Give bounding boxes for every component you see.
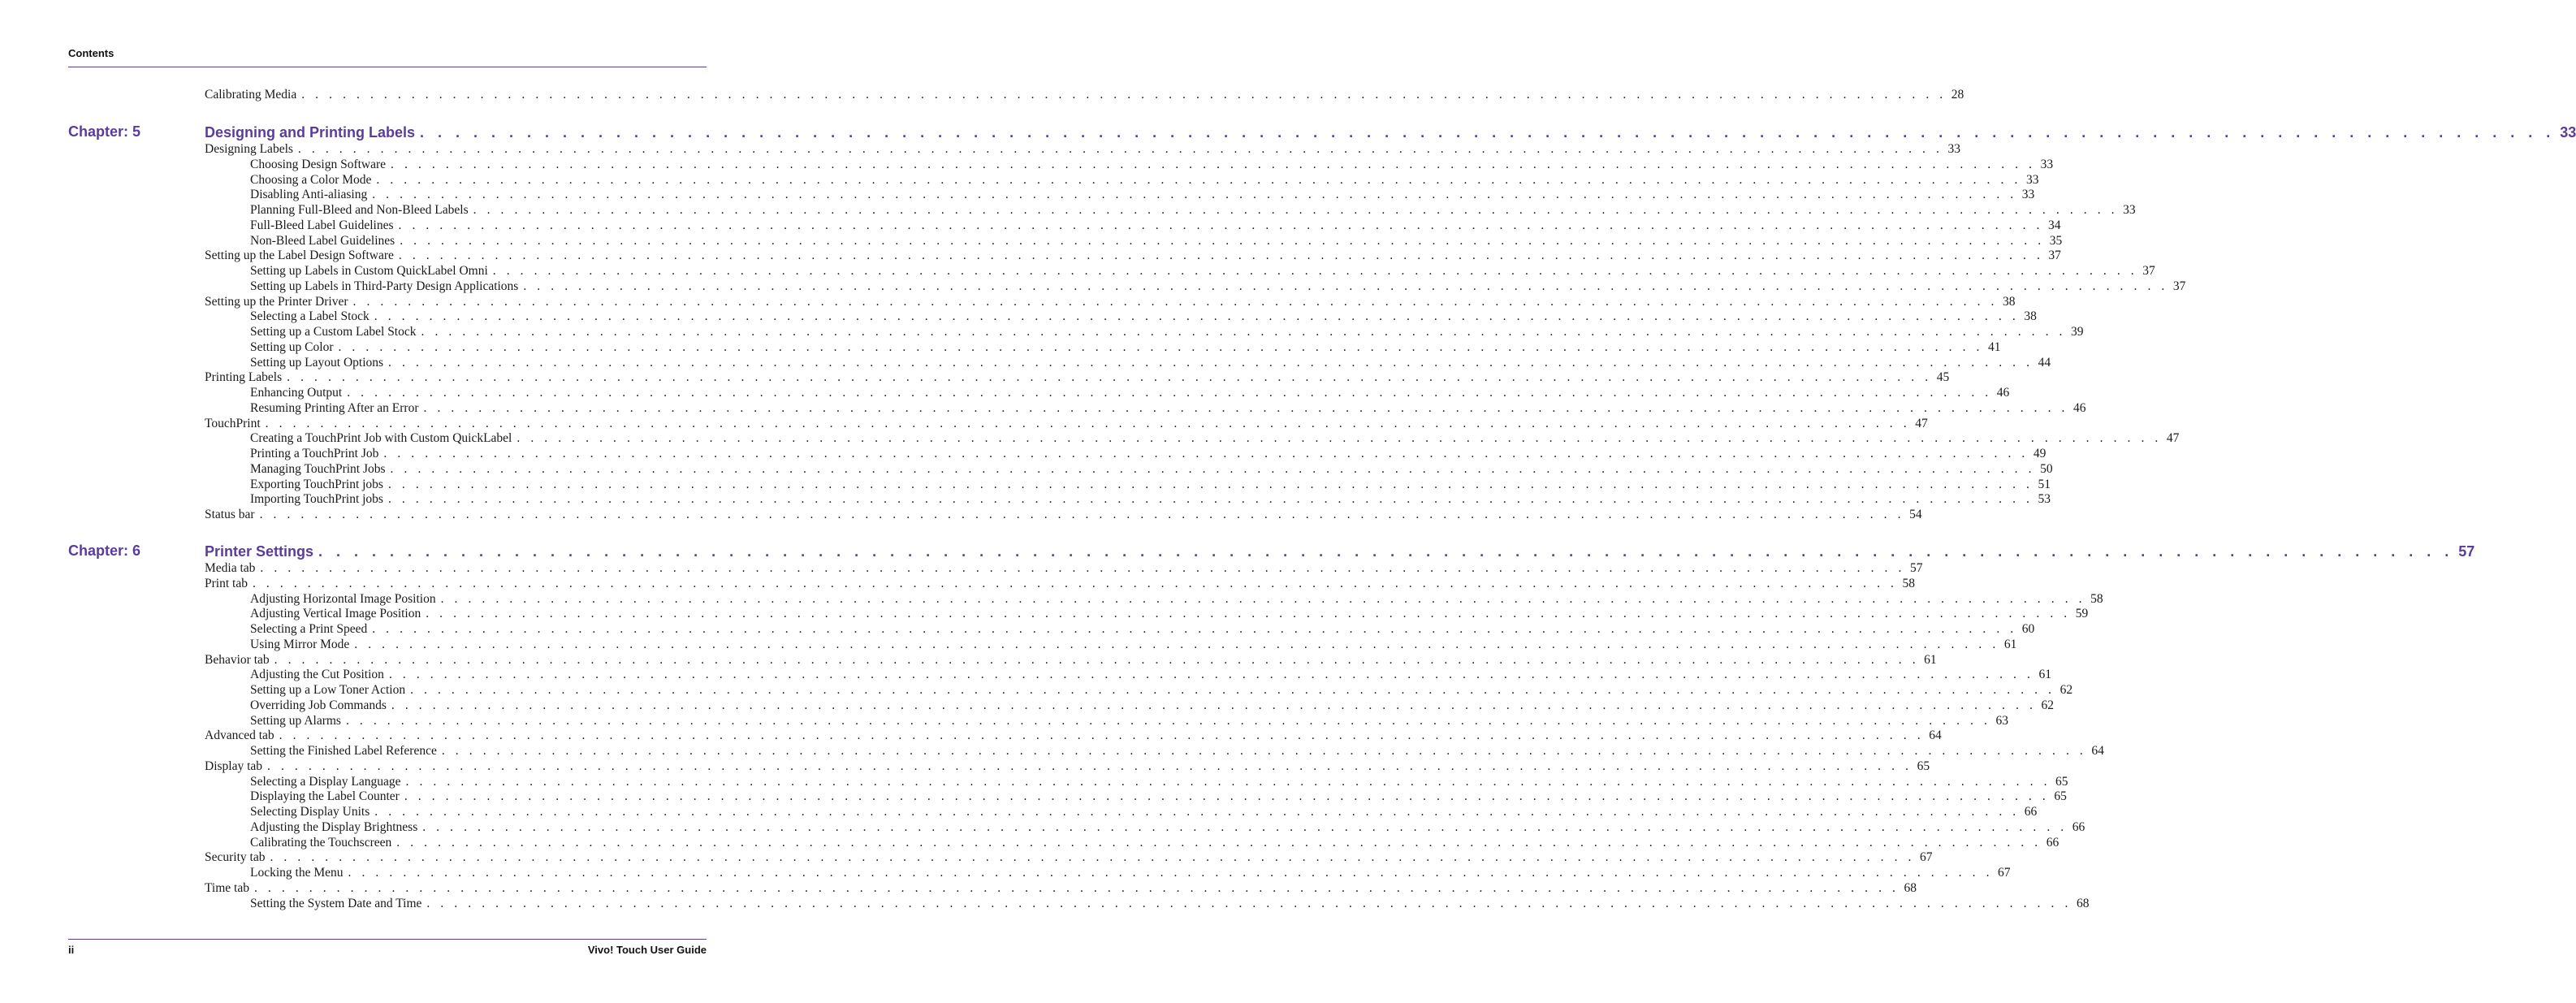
- toc-subsection-entry[interactable]: [250, 462, 2053, 477]
- toc-entry-title: Time tab: [205, 881, 249, 895]
- toc-entry-title: Setting the Finished Label Reference: [250, 744, 437, 758]
- toc-page-number: 33: [2025, 173, 2039, 187]
- toc-entry-title: Planning Full-Bleed and Non-Bleed Labels: [250, 203, 469, 217]
- toc-entry-title: Selecting a Label Stock: [250, 309, 370, 323]
- footer-rule: [68, 939, 707, 940]
- toc-page-number: 57: [2458, 543, 2475, 560]
- dot-leader: . . . . . . . . . . . . . . . . . . . . . . . . . . . . . . . . . . . . . . . . . . . . . . . . . . . . . . . . . . . . . . . . . . . . . . . . . . . . . . . . . . . . . . . . . . . . . . . . . . . . . . . . . . . . . . . . . . . . . . . .: [426, 607, 2071, 620]
- toc-section-entry[interactable]: [205, 850, 1933, 865]
- toc-page-number: 66: [2046, 836, 2060, 850]
- toc-subsection-entry[interactable]: [250, 234, 2063, 249]
- toc-subsection-entry[interactable]: [250, 279, 2186, 294]
- toc-page-number: 46: [1996, 386, 2010, 400]
- toc-page-number: 54: [1909, 508, 1922, 521]
- toc-page-number: 53: [2038, 492, 2051, 506]
- toc-page-number: 65: [2055, 775, 2068, 789]
- toc-subsection-entry[interactable]: [250, 386, 2010, 400]
- toc-page-number: 63: [1995, 714, 2008, 728]
- toc-section-entry[interactable]: [205, 295, 2016, 309]
- toc-entry-title: Selecting a Print Speed: [250, 622, 368, 636]
- toc-subsection-entry[interactable]: [250, 592, 2103, 607]
- toc-entry-title: Resuming Printing After an Error: [250, 401, 419, 415]
- toc-entry-title: Importing TouchPrint jobs: [250, 492, 383, 506]
- toc-entry-title: Setting up the Printer Driver: [205, 295, 348, 309]
- dot-leader: . . . . . . . . . . . . . . . . . . . . . . . . . . . . . . . . . . . . . . . . . . . . . . . . . . . . . . . . . . . . . . . . . . . . . . . . . . . . . . . . . . . . . . . . . . . . . . . . . . . . . . . . . . . . . . . . . . . . . . . .: [348, 866, 1994, 880]
- toc-page-number: 64: [2091, 744, 2104, 758]
- toc-entry-title: Status bar: [205, 508, 255, 521]
- toc-section-entry[interactable]: [205, 249, 2061, 263]
- toc-entry-title: Designing and Printing Labels: [205, 124, 416, 141]
- toc-page-number: 38: [2024, 309, 2037, 323]
- toc-entry-title: Setting up Color: [250, 340, 334, 354]
- toc-subsection-entry[interactable]: [250, 340, 2001, 355]
- toc-page-number: 47: [2166, 431, 2180, 445]
- toc-entry-title: TouchPrint: [205, 417, 261, 430]
- toc-section-entry[interactable]: [205, 759, 1930, 774]
- dot-leader: . . . . . . . . . . . . . . . . . . . . . . . . . . . . . . . . . . . . . . . . . . . . . . . . . . . . . . . . . . . . . . . . . . . . . . . . . . . . . . . . . . . . . . . . . . . . . . . . . . . . . . . . . . . . . . . . . . . . . . . .: [301, 88, 1947, 102]
- chapter-heading[interactable]: [205, 123, 2576, 141]
- toc-subsection-entry[interactable]: [250, 683, 2073, 698]
- toc-entry-title: Advanced tab: [205, 728, 274, 742]
- toc-entry-title: Printer Settings: [205, 543, 314, 560]
- toc-entry-title: Setting the System Date and Time: [250, 897, 422, 910]
- toc-subsection-entry[interactable]: [250, 789, 2067, 804]
- chapter-label: Chapter: 6: [68, 543, 141, 559]
- toc-section-entry[interactable]: [205, 142, 1960, 157]
- dot-leader: . . . . . . . . . . . . . . . . . . . . . . . . . . . . . . . . . . . . . . . . . . . . . . . . . . . . . . . . . . . . . . . . . . . . . . . . . . . . . . . . . . . . . . . . . . . . . . . . . . . . . . . . . . . . . . . . . . . . . . . .: [252, 577, 1898, 590]
- toc-page-number: 68: [2076, 897, 2090, 910]
- dot-leader: . . . . . . . . . . . . . . . . . . . . . . . . . . . . . . . . . . . . . . . . . . . . . . . . . . . . . . . . . . . . . . . . . . . . . . . . . . . . . . . . . . . . . . . . . . . . . . . . . . . . . . . . . . . . . . . . . . . . . . . .: [405, 775, 2051, 789]
- dot-leader: . . . . . . . . . . . . . . . . . . . . . . . . . . . . . . . . . . . . . . . . . . . . . . . . . . . . . . . . . . . . . . . . . . . . . . . . . . . . . . . . . . . . . . . . . . . . . . . . . . . . . . . . . . . . . . . . . . . . . . . .: [388, 668, 2034, 681]
- toc-section-entry[interactable]: [205, 653, 1937, 668]
- dot-leader: . . . . . . . . . . . . . . . . . . . . . . . . . . . . . . . . . . . . . . . . . . . . . . . . . . . . . . . . . . . . . . . . . . . . . . . . . . . . . . . . . . . . . . . . . . . . . . . . . . . . . . . . . . . . . . . . . . . . . . . .: [391, 158, 2036, 171]
- toc-entry-title: Choosing Design Software: [250, 158, 387, 171]
- toc-entry-title: Overriding Job Commands: [250, 698, 387, 712]
- toc-page-number: 66: [2072, 820, 2085, 834]
- toc-page-number: 34: [2048, 218, 2061, 232]
- toc-subsection-entry[interactable]: [250, 158, 2054, 172]
- dot-leader: . . . . . . . . . . . . . . . . . . . . . . . . . . . . . . . . . . . . . . . . . . . . . . . . . . . . . . . . . . . . . . . . . . . . . . . . . . . . . . . . . . . . . . . . . . . . . . . . . . . . . . . . . . . . . . . . . . . . . . . .: [387, 478, 2034, 491]
- toc-subsection-entry[interactable]: [250, 805, 2038, 819]
- chapter-label: Chapter: 5: [68, 123, 141, 140]
- dot-leader: . . . . . . . . . . . . . . . . . . . . . . . . . . . . . . . . . . . . . . . . . . . . . . . . . . . . . . . . . . . . . . . . . . . . . . . . . . . . . . . . . . . . . . . . . . . . . . . . . . . . . . . . . . . . . . . . . . . . . . . .: [318, 543, 2454, 560]
- dot-leader: . . . . . . . . . . . . . . . . . . . . . . . . . . . . . . . . . . . . . . . . . . . . . . . . . . . . . . . . . . . . . . . . . . . . . . . . . . . . . . . . . . . . . . . . . . . . . . . . . . . . . . . . . . . . . . . . . . . . . . . .: [352, 295, 1999, 309]
- dot-leader: . . . . . . . . . . . . . . . . . . . . . . . . . . . . . . . . . . . . . . . . . . . . . . . . . . . . . . . . . . . . . . . . . . . . . . . . . . . . . . . . . . . . . . . . . . . . . . . . . . . . . . . . . . . . . . . . . . . . . . . .: [391, 698, 2037, 712]
- toc-page-number: 38: [2003, 295, 2016, 309]
- dot-leader: . . . . . . . . . . . . . . . . . . . . . . . . . . . . . . . . . . . . . . . . . . . . . . . . . . . . . . . . . . . . . . . . . . . . . . . . . . . . . . . . . . . . . . . . . . . . . . . . . . . . . . . . . . . . . . . . . . . . . . . .: [410, 683, 2055, 697]
- toc-page-number: 61: [2003, 638, 2017, 651]
- toc-entry-title: Enhancing Output: [250, 386, 343, 400]
- toc-entry-title: Print tab: [205, 577, 248, 590]
- toc-entry-title: Behavior tab: [205, 653, 270, 667]
- dot-leader: . . . . . . . . . . . . . . . . . . . . . . . . . . . . . . . . . . . . . . . . . . . . . . . . . . . . . . . . . . . . . . . . . . . . . . . . . . . . . . . . . . . . . . . . . . . . . . . . . . . . . . . . . . . . . . . . . . . . . . . .: [279, 728, 1925, 742]
- chapter-heading[interactable]: [205, 543, 2475, 560]
- dot-leader: . . . . . . . . . . . . . . . . . . . . . . . . . . . . . . . . . . . . . . . . . . . . . . . . . . . . . . . . . . . . . . . . . . . . . . . . . . . . . . . . . . . . . . . . . . . . . . . . . . . . . . . . . . . . . . . . . . . . . . . .: [287, 370, 1932, 384]
- dot-leader: . . . . . . . . . . . . . . . . . . . . . . . . . . . . . . . . . . . . . . . . . . . . . . . . . . . . . . . . . . . . . . . . . . . . . . . . . . . . . . . . . . . . . . . . . . . . . . . . . . . . . . . . . . . . . . . . . . . . . . . .: [390, 462, 2036, 476]
- toc-page-number: 62: [2060, 683, 2073, 697]
- toc-page-number: 58: [1902, 577, 1915, 590]
- footer-page-number: ii: [68, 944, 75, 956]
- toc-subsection-entry[interactable]: [250, 309, 2037, 324]
- toc-page-number: 67: [1920, 850, 1933, 864]
- toc-entry-title: Non-Bleed Label Guidelines: [250, 234, 395, 248]
- toc-subsection-entry[interactable]: [250, 607, 2089, 621]
- toc-entry-title: Selecting a Display Language: [250, 775, 401, 789]
- toc-section-entry[interactable]: [205, 370, 1950, 385]
- dot-leader: . . . . . . . . . . . . . . . . . . . . . . . . . . . . . . . . . . . . . . . . . . . . . . . . . . . . . . . . . . . . . . . . . . . . . . . . . . . . . . . . . . . . . . . . . . . . . . . . . . . . . . . . . . . . . . . . . . . . . . . .: [473, 203, 2119, 217]
- dot-leader: . . . . . . . . . . . . . . . . . . . . . . . . . . . . . . . . . . . . . . . . . . . . . . . . . . . . . . . . . . . . . . . . . . . . . . . . . . . . . . . . . . . . . . . . . . . . . . . . . . . . . . . . . . . . . . . . . . . . . . . .: [297, 142, 1943, 156]
- toc-page-number: 49: [2033, 447, 2047, 460]
- toc-subsection-entry[interactable]: [250, 431, 2180, 446]
- footer-guide-title: Vivo! Touch User Guide: [587, 944, 707, 956]
- toc-subsection-entry[interactable]: [250, 218, 2061, 233]
- dot-leader: . . . . . . . . . . . . . . . . . . . . . . . . . . . . . . . . . . . . . . . . . . . . . . . . . . . . . . . . . . . . . . . . . . . . . . . . . . . . . . . . . . . . . . . . . . . . . . . . . . . . . . . . . . . . . . . . . . . . . . . .: [270, 850, 1915, 864]
- toc-page-number: 33: [2560, 124, 2576, 141]
- dot-leader: . . . . . . . . . . . . . . . . . . . . . . . . . . . . . . . . . . . . . . . . . . . . . . . . . . . . . . . . . . . . . . . . . . . . . . . . . . . . . . . . . . . . . . . . . . . . . . . . . . . . . . . . . . . . . . . . . . . . . . . .: [347, 386, 1992, 400]
- toc-entry-title: Adjusting Horizontal Image Position: [250, 592, 436, 606]
- dot-leader: . . . . . . . . . . . . . . . . . . . . . . . . . . . . . . . . . . . . . . . . . . . . . . . . . . . . . . . . . . . . . . . . . . . . . . . . . . . . . . . . . . . . . . . . . . . . . . . . . . . . . . . . . . . . . . . . . . . . . . . .: [516, 431, 2162, 445]
- toc-entry-title: Creating a TouchPrint Job with Custom QuickLabel: [250, 431, 512, 445]
- toc-section-entry[interactable]: [205, 577, 1915, 591]
- toc-section-entry[interactable]: [205, 881, 1917, 896]
- toc-page-number: 37: [2142, 264, 2155, 278]
- toc-entry-title: Display tab: [205, 759, 263, 773]
- dot-leader: . . . . . . . . . . . . . . . . . . . . . . . . . . . . . . . . . . . . . . . . . . . . . . . . . . . . . . . . . . . . . . . . . . . . . . . . . . . . . . . . . . . . . . . . . . . . . . . . . . . . . . . . . . . . . . . . . . . . . . . .: [260, 561, 1905, 575]
- toc-subsection-entry[interactable]: [250, 478, 2051, 492]
- dot-leader: . . . . . . . . . . . . . . . . . . . . . . . . . . . . . . . . . . . . . . . . . . . . . . . . . . . . . . . . . . . . . . . . . . . . . . . . . . . . . . . . . . . . . . . . . . . . . . . . . . . . . . . . . . . . . . . . . . . . . . . .: [374, 805, 2020, 819]
- toc-page-number: 41: [1988, 340, 2001, 354]
- dot-leader: . . . . . . . . . . . . . . . . . . . . . . . . . . . . . . . . . . . . . . . . . . . . . . . . . . . . . . . . . . . . . . . . . . . . . . . . . . . . . . . . . . . . . . . . . . . . . . . . . . . . . . . . . . . . . . . . . . . . . . . .: [383, 447, 2029, 460]
- dot-leader: . . . . . . . . . . . . . . . . . . . . . . . . . . . . . . . . . . . . . . . . . . . . . . . . . . . . . . . . . . . . . . . . . . . . . . . . . . . . . . . . . . . . . . . . . . . . . . . . . . . . . . . . . . . . . . . . . . . . . . . .: [404, 789, 2050, 803]
- dot-leader: . . . . . . . . . . . . . . . . . . . . . . . . . . . . . . . . . . . . . . . . . . . . . . . . . . . . . . . . . . . . . . . . . . . . . . . . . . . . . . . . . . . . . . . . . . . . . . . . . . . . . . . . . . . . . . . . . . . . . . . .: [354, 638, 1999, 651]
- toc-page-number: 57: [1909, 561, 1923, 575]
- toc-subsection-entry[interactable]: [250, 173, 2039, 188]
- dot-leader: . . . . . . . . . . . . . . . . . . . . . . . . . . . . . . . . . . . . . . . . . . . . . . . . . . . . . . . . . . . . . . . . . . . . . . . . . . . . . . . . . . . . . . . . . . . . . . . . . . . . . . . . . . . . . . . . . . . . . . . .: [253, 881, 1900, 895]
- toc-page-number: 61: [2038, 668, 2051, 681]
- toc-entry-title: Disabling Anti-aliasing: [250, 188, 368, 201]
- toc-subsection-entry[interactable]: [250, 698, 2054, 713]
- toc-entry-title: Setting up Alarms: [250, 714, 341, 728]
- toc-entry-title: Setting up a Custom Label Stock: [250, 325, 417, 339]
- toc-entry-title: Printing Labels: [205, 370, 283, 384]
- toc-entry-title: Setting up Labels in Custom QuickLabel Omni: [250, 264, 488, 278]
- toc-page-number: 50: [2040, 462, 2053, 476]
- toc-entry-title: Displaying the Label Counter: [250, 789, 400, 803]
- dot-leader: . . . . . . . . . . . . . . . . . . . . . . . . . . . . . . . . . . . . . . . . . . . . . . . . . . . . . . . . . . . . . . . . . . . . . . . . . . . . . . . . . . . . . . . . . . . . . . . . . . . . . . . . . . . . . . . . . . . . . . . .: [426, 897, 2072, 910]
- toc-page-number: 62: [2041, 698, 2054, 712]
- toc-subsection-entry[interactable]: [250, 866, 2011, 880]
- toc-entry-title: Calibrating Media: [205, 88, 297, 102]
- toc-entry-title: Using Mirror Mode: [250, 638, 350, 651]
- toc-page-number: 47: [1915, 417, 1928, 430]
- dot-leader: . . . . . . . . . . . . . . . . . . . . . . . . . . . . . . . . . . . . . . . . . . . . . . . . . . . . . . . . . . . . . . . . . . . . . . . . . . . . . . . . . . . . . . . . . . . . . . . . . . . . . . . . . . . . . . . . . . . . . . . .: [374, 309, 2020, 323]
- toc-page-number: 44: [2038, 356, 2051, 370]
- toc-section-entry[interactable]: [205, 728, 1942, 743]
- toc-page-number: 39: [2071, 325, 2084, 339]
- toc-subsection-entry[interactable]: [250, 401, 2086, 416]
- dot-leader: . . . . . . . . . . . . . . . . . . . . . . . . . . . . . . . . . . . . . . . . . . . . . . . . . . . . . . . . . . . . . . . . . . . . . . . . . . . . . . . . . . . . . . . . . . . . . . . . . . . . . . . . . . . . . . . . . . . . . . . .: [398, 218, 2044, 232]
- dot-leader: . . . . . . . . . . . . . . . . . . . . . . . . . . . . . . . . . . . . . . . . . . . . . . . . . . . . . . . . . . . . . . . . . . . . . . . . . . . . . . . . . . . . . . . . . . . . . . . . . . . . . . . . . . . . . . . . . . . . . . . .: [422, 820, 2068, 834]
- toc-entry-title: Setting up the Label Design Software: [205, 249, 394, 262]
- toc-page-number: 33: [2123, 203, 2136, 217]
- toc-entry-title: Selecting Display Units: [250, 805, 370, 819]
- dot-leader: . . . . . . . . . . . . . . . . . . . . . . . . . . . . . . . . . . . . . . . . . . . . . . . . . . . . . . . . . . . . . . . . . . . . . . . . . . . . . . . . . . . . . . . . . . . . . . . . . . . . . . . . . . . . . . . . . . . . . . . .: [441, 744, 2087, 758]
- dot-leader: . . . . . . . . . . . . . . . . . . . . . . . . . . . . . . . . . . . . . . . . . . . . . . . . . . . . . . . . . . . . . . . . . . . . . . . . . . . . . . . . . . . . . . . . . . . . . . . . . . . . . . . . . . . . . . . . . . . . . . . .: [440, 592, 2086, 606]
- toc-subsection-entry[interactable]: [250, 820, 2085, 835]
- toc-page-number: 33: [1947, 142, 1960, 156]
- toc-subsection-entry[interactable]: [250, 356, 2051, 370]
- toc-subsection-entry[interactable]: [250, 836, 2060, 850]
- dot-leader: . . . . . . . . . . . . . . . . . . . . . . . . . . . . . . . . . . . . . . . . . . . . . . . . . . . . . . . . . . . . . . . . . . . . . . . . . . . . . . . . . . . . . . . . . . . . . . . . . . . . . . . . . . . . . . . . . . . . . . . .: [396, 836, 2042, 850]
- toc-page-number: 65: [1917, 759, 1930, 773]
- dot-leader: . . . . . . . . . . . . . . . . . . . . . . . . . . . . . . . . . . . . . . . . . . . . . . . . . . . . . . . . . . . . . . . . . . . . . . . . . . . . . . . . . . . . . . . . . . . . . . . . . . . . . . . . . . . . . . . . . . . . . . . .: [388, 356, 2034, 370]
- toc-entry-title: Full-Bleed Label Guidelines: [250, 218, 394, 232]
- toc-entry-title: Setting up a Low Toner Action: [250, 683, 406, 697]
- dot-leader: . . . . . . . . . . . . . . . . . . . . . . . . . . . . . . . . . . . . . . . . . . . . . . . . . . . . . . . . . . . . . . . . . . . . . . . . . . . . . . . . . . . . . . . . . . . . . . . . . . . . . . . . . . . . . . . . . . . . . . . .: [274, 653, 1920, 667]
- dot-leader: . . . . . . . . . . . . . . . . . . . . . . . . . . . . . . . . . . . . . . . . . . . . . . . . . . . . . . . . . . . . . . . . . . . . . . . . . . . . . . . . . . . . . . . . . . . . . . . . . . . . . . . . . . . . . . . . . . . . . . . .: [400, 234, 2045, 248]
- dot-leader: . . . . . . . . . . . . . . . . . . . . . . . . . . . . . . . . . . . . . . . . . . . . . . . . . . . . . . . . . . . . . . . . . . . . . . . . . . . . . . . . . . . . . . . . . . . . . . . . . . . . . . . . . . . . . . . . . . . . . . . .: [265, 417, 1911, 430]
- toc-page-number: 37: [2048, 249, 2061, 262]
- toc-subsection-entry[interactable]: [250, 622, 2035, 637]
- toc-page-number: 59: [2075, 607, 2089, 620]
- toc-entry-title: Managing TouchPrint Jobs: [250, 462, 386, 476]
- toc-entry-title: Choosing a Color Mode: [250, 173, 372, 187]
- toc-page-number: 68: [1904, 881, 1917, 895]
- toc-subsection-entry[interactable]: [250, 775, 2068, 789]
- dot-leader: . . . . . . . . . . . . . . . . . . . . . . . . . . . . . . . . . . . . . . . . . . . . . . . . . . . . . . . . . . . . . . . . . . . . . . . . . . . . . . . . . . . . . . . . . . . . . . . . . . . . . . . . . . . . . . . . . . . . . . . .: [423, 401, 2069, 415]
- toc-entry-title: Locking the Menu: [250, 866, 344, 880]
- toc-entry-title: Calibrating the Touchscreen: [250, 836, 392, 850]
- toc-section-entry[interactable]: [205, 508, 1922, 522]
- dot-leader: . . . . . . . . . . . . . . . . . . . . . . . . . . . . . . . . . . . . . . . . . . . . . . . . . . . . . . . . . . . . . . . . . . . . . . . . . . . . . . . . . . . . . . . . . . . . . . . . . . . . . . . . . . . . . . . . . . . . . . . .: [338, 340, 1984, 354]
- toc-section-entry[interactable]: [205, 561, 1923, 576]
- toc-subsection-entry[interactable]: [250, 638, 2017, 652]
- toc-subsection-entry[interactable]: [250, 447, 2047, 461]
- toc-page-number: 61: [1924, 653, 1937, 667]
- toc-entry-title: Designing Labels: [205, 142, 293, 156]
- dot-leader: . . . . . . . . . . . . . . . . . . . . . . . . . . . . . . . . . . . . . . . . . . . . . . . . . . . . . . . . . . . . . . . . . . . . . . . . . . . . . . . . . . . . . . . . . . . . . . . . . . . . . . . . . . . . . . . . . . . . . . . .: [492, 264, 2138, 278]
- toc-page-number: 66: [2024, 805, 2038, 819]
- toc-page-number: 67: [1998, 866, 2011, 880]
- toc-page-number: 58: [2090, 592, 2103, 606]
- dot-leader: . . . . . . . . . . . . . . . . . . . . . . . . . . . . . . . . . . . . . . . . . . . . . . . . . . . . . . . . . . . . . . . . . . . . . . . . . . . . . . . . . . . . . . . . . . . . . . . . . . . . . . . . . . . . . . . . . . . . . . . .: [267, 759, 1913, 773]
- toc-subsection-entry[interactable]: [250, 897, 2090, 911]
- toc-page-number: 28: [1951, 88, 1964, 102]
- toc-entry-title: Security tab: [205, 850, 266, 864]
- toc-page-number: 45: [1936, 370, 1950, 384]
- toc-page-number: 65: [2054, 789, 2067, 803]
- dot-leader: . . . . . . . . . . . . . . . . . . . . . . . . . . . . . . . . . . . . . . . . . . . . . . . . . . . . . . . . . . . . . . . . . . . . . . . . . . . . . . . . . . . . . . . . . . . . . . . . . . . . . . . . . . . . . . . . . . . . . . . .: [376, 173, 2021, 187]
- page-header-title: Contents: [68, 47, 115, 59]
- toc-subsection-entry[interactable]: [250, 203, 2136, 218]
- toc-page-number: 46: [2073, 401, 2086, 415]
- dot-leader: . . . . . . . . . . . . . . . . . . . . . . . . . . . . . . . . . . . . . . . . . . . . . . . . . . . . . . . . . . . . . . . . . . . . . . . . . . . . . . . . . . . . . . . . . . . . . . . . . . . . . . . . . . . . . . . . . . . . . . . .: [372, 622, 2017, 636]
- dot-leader: . . . . . . . . . . . . . . . . . . . . . . . . . . . . . . . . . . . . . . . . . . . . . . . . . . . . . . . . . . . . . . . . . . . . . . . . . . . . . . . . . . . . . . . . . . . . . . . . . . . . . . . . . . . . . . . . . . . . . . . .: [398, 249, 2044, 262]
- toc-page-number: 33: [2021, 188, 2035, 201]
- toc-subsection-entry[interactable]: [250, 714, 2008, 728]
- dot-leader: . . . . . . . . . . . . . . . . . . . . . . . . . . . . . . . . . . . . . . . . . . . . . . . . . . . . . . . . . . . . . . . . . . . . . . . . . . . . . . . . . . . . . . . . . . . . . . . . . . . . . . . . . . . . . . . . . . . . . . . .: [421, 325, 2067, 339]
- toc-section-entry[interactable]: [205, 417, 1928, 431]
- toc-entry-title: Printing a TouchPrint Job: [250, 447, 379, 460]
- toc-page-number: 37: [2172, 279, 2186, 293]
- toc-entry[interactable]: [205, 88, 1964, 102]
- dot-leader: . . . . . . . . . . . . . . . . . . . . . . . . . . . . . . . . . . . . . . . . . . . . . . . . . . . . . . . . . . . . . . . . . . . . . . . . . . . . . . . . . . . . . . . . . . . . . . . . . . . . . . . . . . . . . . . . . . . . . . . .: [345, 714, 1991, 728]
- toc-page-number: 35: [2049, 234, 2063, 248]
- dot-leader: . . . . . . . . . . . . . . . . . . . . . . . . . . . . . . . . . . . . . . . . . . . . . . . . . . . . . . . . . . . . . . . . . . . . . . . . . . . . . . . . . . . . . . . . . . . . . . . . . . . . . . . . . . . . . . . . . . . . . . . .: [523, 279, 2168, 293]
- dot-leader: . . . . . . . . . . . . . . . . . . . . . . . . . . . . . . . . . . . . . . . . . . . . . . . . . . . . . . . . . . . . . . . . . . . . . . . . . . . . . . . . . . . . . . . . . . . . . . . . . . . . . . . . . . . . . . . . . . . . . . . .: [387, 492, 2034, 506]
- toc-subsection-entry[interactable]: [250, 492, 2051, 507]
- toc-entry-title: Adjusting the Display Brightness: [250, 820, 418, 834]
- toc-subsection-entry[interactable]: [250, 668, 2051, 682]
- toc-page-number: 33: [2040, 158, 2054, 171]
- toc-page-number: 51: [2038, 478, 2051, 491]
- dot-leader: . . . . . . . . . . . . . . . . . . . . . . . . . . . . . . . . . . . . . . . . . . . . . . . . . . . . . . . . . . . . . . . . . . . . . . . . . . . . . . . . . . . . . . . . . . . . . . . . . . . . . . . . . . . . . . . . . . . . . . . .: [259, 508, 1905, 521]
- toc-entry-title: Setting up Labels in Third-Party Design Applications: [250, 279, 519, 293]
- dot-leader: . . . . . . . . . . . . . . . . . . . . . . . . . . . . . . . . . . . . . . . . . . . . . . . . . . . . . . . . . . . . . . . . . . . . . . . . . . . . . . . . . . . . . . . . . . . . . . . . . . . . . . . . . . . . . . . . . . . . . . . .: [420, 124, 2556, 141]
- toc-page-number: 60: [2021, 622, 2035, 636]
- toc-page-number: 64: [1929, 728, 1942, 742]
- toc-subsection-entry[interactable]: [250, 744, 2104, 759]
- toc-entry-title: Media tab: [205, 561, 256, 575]
- toc-subsection-entry[interactable]: [250, 264, 2155, 279]
- toc-entry-title: Adjusting Vertical Image Position: [250, 607, 421, 620]
- toc-entry-title: Adjusting the Cut Position: [250, 668, 384, 681]
- toc-entry-title: Exporting TouchPrint jobs: [250, 478, 383, 491]
- dot-leader: . . . . . . . . . . . . . . . . . . . . . . . . . . . . . . . . . . . . . . . . . . . . . . . . . . . . . . . . . . . . . . . . . . . . . . . . . . . . . . . . . . . . . . . . . . . . . . . . . . . . . . . . . . . . . . . . . . . . . . . .: [372, 188, 2017, 201]
- toc-entry-title: Setting up Layout Options: [250, 356, 384, 370]
- toc-subsection-entry[interactable]: [250, 325, 2084, 339]
- toc-subsection-entry[interactable]: [250, 188, 2035, 202]
